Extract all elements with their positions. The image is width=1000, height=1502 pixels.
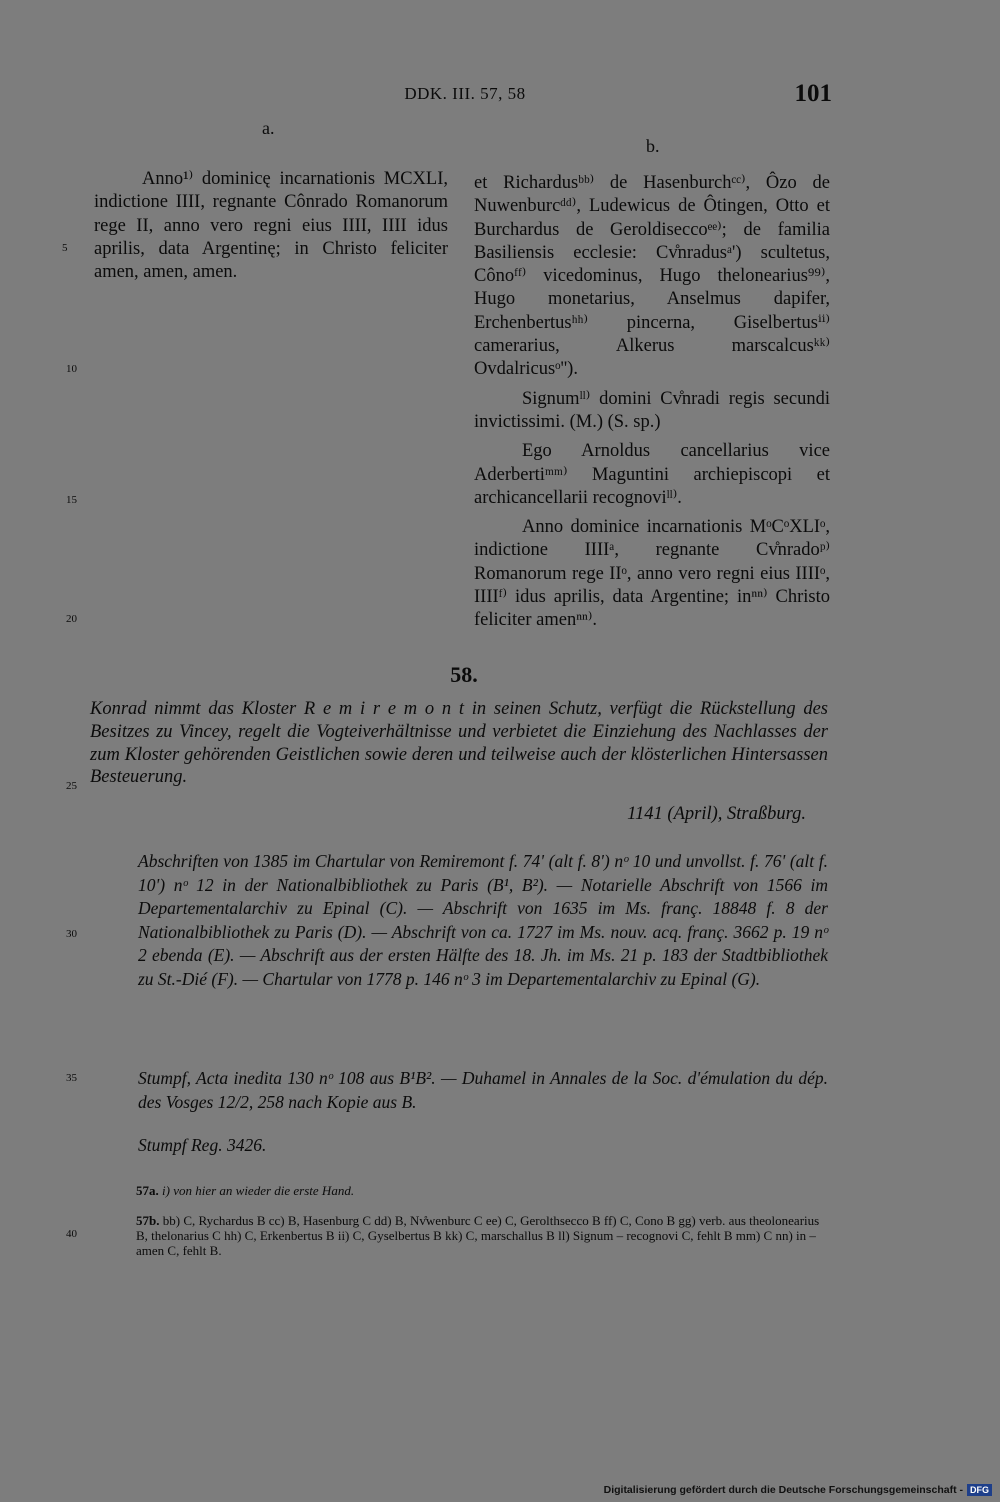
column-b-signum: Signumˡˡ⁾ domini Cv̊nradi regis secundi invictissimi. (M.) (S. sp.) [474, 388, 830, 432]
note-57a-text: i) von hier an wieder die erste Hand. [162, 1183, 355, 1198]
running-title: DDK. III. 57, 58 [404, 84, 526, 103]
note-57b [136, 1213, 828, 1258]
footer-text: Digitalisierung gefördert durch die Deutsche Forschungsgemeinschaft - [603, 1484, 963, 1496]
note-57a-tag: 57a. [136, 1183, 159, 1198]
document-regest: Konrad nimmt das Kloster R e m i r e m o n t in seinen Schutz, verfügt die Rückstellung des Besitzes zu Vincey, regelt die Vogteiverhältnisse und verbietet die Einziehung des Nachlasses der zum Kloster gehörenden Geistlichen sowie deren und teilweise auch der klösterlichen Hintersassen Besteuerung. [90, 699, 828, 788]
page-number: 101 [794, 80, 832, 107]
line-number-30: 30 [66, 928, 77, 940]
column-a [94, 168, 448, 284]
line-number-20: 20 [66, 613, 77, 625]
manuscript-tradition: Abschriften von 1385 im Chartular von Remiremont f. 74' (alt f. 8') nᵒ 10 und unvollst. f. 76' (alt f. 10') nᵒ 12 in der Nationalbibliothek zu Paris (B¹, B²). — Notarielle Abschrift von 1566 im Departementalarchiv zu Epinal (C). — Abschrift von 1635 im Ms. franç. 18848 f. 8 der Nationalbibliothek zu Paris (D). — Abschrift von ca. 1727 im Ms. nouv. acq. franç. 3662 p. 19 nᵒ 2 ebenda (E). — Abschrift aus der ersten Hälfte des 18. Jh. im Ms. 21 p. 183 der Stadtbibliothek zu St.-Dié (F). — Chartular von 1778 p. 146 nᵒ 3 im Departementalarchiv zu Epinal (G). [138, 851, 828, 989]
line-number-25: 25 [66, 780, 77, 792]
column-b-witnesses: et Richardusᵇᵇ⁾ de Hasenburchᶜᶜ⁾, Ôzo de Nuwenburcᵈᵈ⁾, Ludewicus de Ôtingen, Otto et Burchardus de Geroldiseccoᵉᵉ⁾; de familia Basiliensis ecclesie: Cv̊nradusᵃ') scultetus, Cônoᶠᶠ⁾ vicedominus, Hugo thelonearius⁹⁹⁾, Hugo monetarius, Anselmus dapifer, Erchenbertusʰʰ⁾ pincerna, Giselbertusⁱⁱ⁾ camerarius, Alkerus marscalcusᵏᵏ⁾ Ovdalricusᵒ''). [474, 173, 830, 380]
column-b-dating: Anno dominice incarnationis MᵒCᵒXLIᵒ, indictione IIIIᵃ, regnante Cv̊nradoᵖ⁾ Romanorum rege IIᵒ, anno vero regni eius IIIIᵒ, IIIIᶠ⁾ idus aprilis, data Argentine; inⁿⁿ⁾ Christo feliciter amenⁿⁿ⁾. [474, 517, 830, 631]
column-b-label: b. [646, 136, 660, 156]
column-a-text: Anno¹⁾ dominicę incarnationis MCXLI, indictione IIII, regnante Cônrado Romanorum rege II, anno vero regni eius IIII, IIII idus aprilis, data Argentinę; in Christo feliciter amen, amen, amen. [94, 169, 448, 283]
editions: Stumpf, Acta inedita 130 nᵒ 108 aus B¹B². — Duhamel in Annales de la Soc. d'émulation du dép. des Vosges 12/2, 258 nach Kopie aus B. [138, 1068, 828, 1112]
document-date: 1141 (April), Straßburg. [627, 804, 806, 824]
note-57b-tag: 57b. [136, 1213, 160, 1228]
column-b [474, 172, 830, 633]
column-b-recognition: Ego Arnoldus cancellarius vice Aderbertiᵐᵐ⁾ Maguntini archiepiscopi et archicancellarii recognoviˡˡ⁾. [474, 441, 830, 508]
dfg-logo: DFG [967, 1484, 992, 1496]
note-57b-text: bb) C, Rychardus B cc) B, Hasenburg C dd) B, Nv̊wenburc C ee) C, Gerolthsecco B ff) C, Cono B gg) verb. aus theolonearius B, thelonarius C hh) C, Erkenbertus B ii) C, Gyselbertus B kk) C, marschallus B ll) Signum – recognovi C, fehlt B mm) C nn) in – amen C, fehlt B. [136, 1213, 820, 1258]
line-number-35: 35 [66, 1072, 77, 1084]
line-number-15: 15 [66, 494, 77, 506]
regesta: Stumpf Reg. 3426. [138, 1135, 267, 1155]
line-number-10: 10 [66, 363, 77, 375]
footer [604, 1484, 992, 1496]
line-number-40: 40 [66, 1228, 77, 1240]
document-number: 58. [450, 662, 478, 687]
note-57a [136, 1183, 828, 1198]
column-a-label: a. [262, 118, 275, 138]
line-number-5: 5 [62, 242, 68, 254]
